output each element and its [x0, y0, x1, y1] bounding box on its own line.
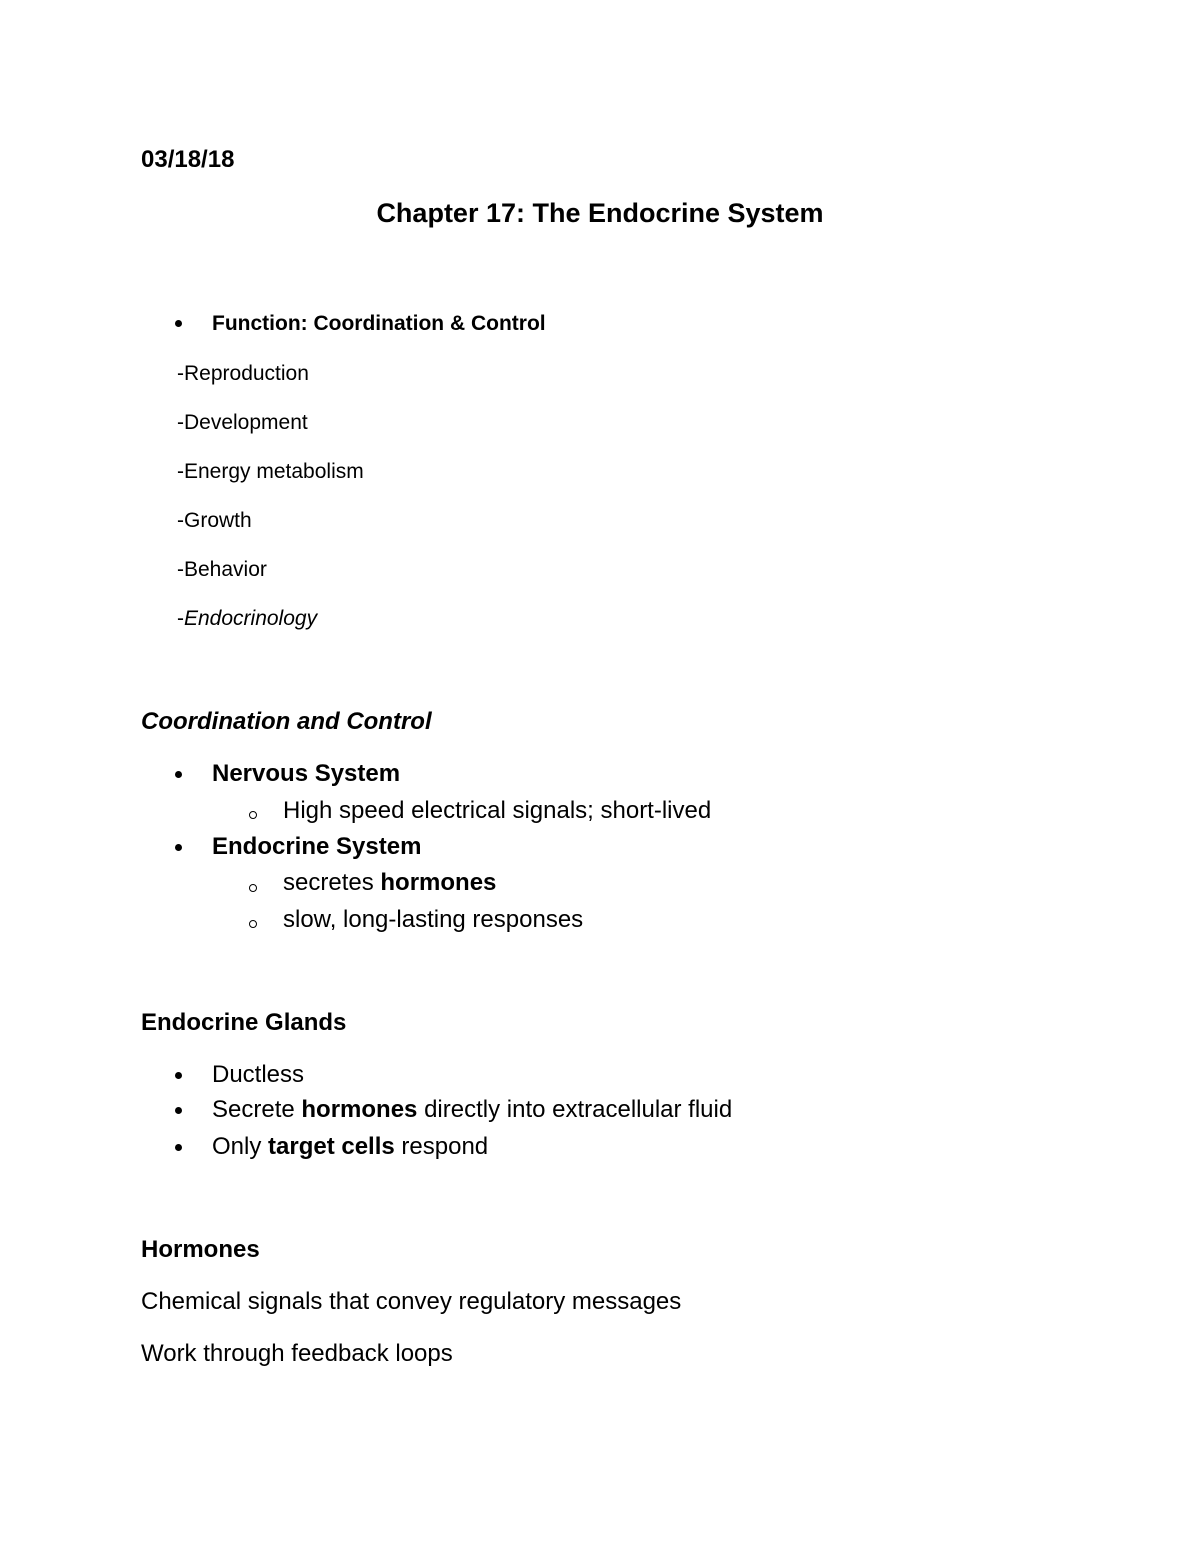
list-item: -Behavior — [177, 558, 267, 581]
list-item: Only target cells respond — [212, 1133, 489, 1160]
circle-bullet-icon — [249, 811, 257, 819]
hormones-line-1: Chemical signals that convey regulatory messages — [141, 1288, 682, 1315]
nervous-system-detail: High speed electrical signals; short-lived — [283, 797, 712, 824]
section-heading-hormones: Hormones — [141, 1236, 260, 1263]
list-item: Ductless — [212, 1061, 305, 1088]
section-heading-glands: Endocrine Glands — [141, 1009, 347, 1036]
section-heading-coordination: Coordination and Control — [141, 708, 432, 735]
list-item: -Energy metabolism — [177, 460, 364, 483]
function-bullet: Function: Coordination & Control — [212, 312, 546, 335]
circle-bullet-icon — [249, 884, 257, 892]
bullet-icon — [175, 320, 182, 327]
page-title: Chapter 17: The Endocrine System — [376, 198, 824, 228]
bullet-icon — [175, 771, 182, 778]
endocrine-detail-2: slow, long-lasting responses — [283, 906, 584, 933]
list-item-italic: -Endocrinology — [177, 607, 318, 630]
bullet-icon — [175, 1107, 182, 1114]
endocrine-detail-1: secretes hormones — [283, 869, 497, 896]
bullet-icon — [175, 1144, 182, 1151]
bullet-icon — [175, 1072, 182, 1079]
endocrine-system-label: Endocrine System — [212, 833, 422, 860]
nervous-system-label: Nervous System — [212, 760, 401, 787]
list-item: Secrete hormones directly into extracellular fluid — [212, 1096, 733, 1123]
hormones-line-2: Work through feedback loops — [141, 1340, 453, 1367]
circle-bullet-icon — [249, 920, 257, 928]
list-item: -Reproduction — [177, 362, 309, 385]
list-item: -Development — [177, 411, 308, 434]
date: 03/18/18 — [141, 146, 235, 173]
bullet-icon — [175, 844, 182, 851]
list-item: -Growth — [177, 509, 252, 532]
